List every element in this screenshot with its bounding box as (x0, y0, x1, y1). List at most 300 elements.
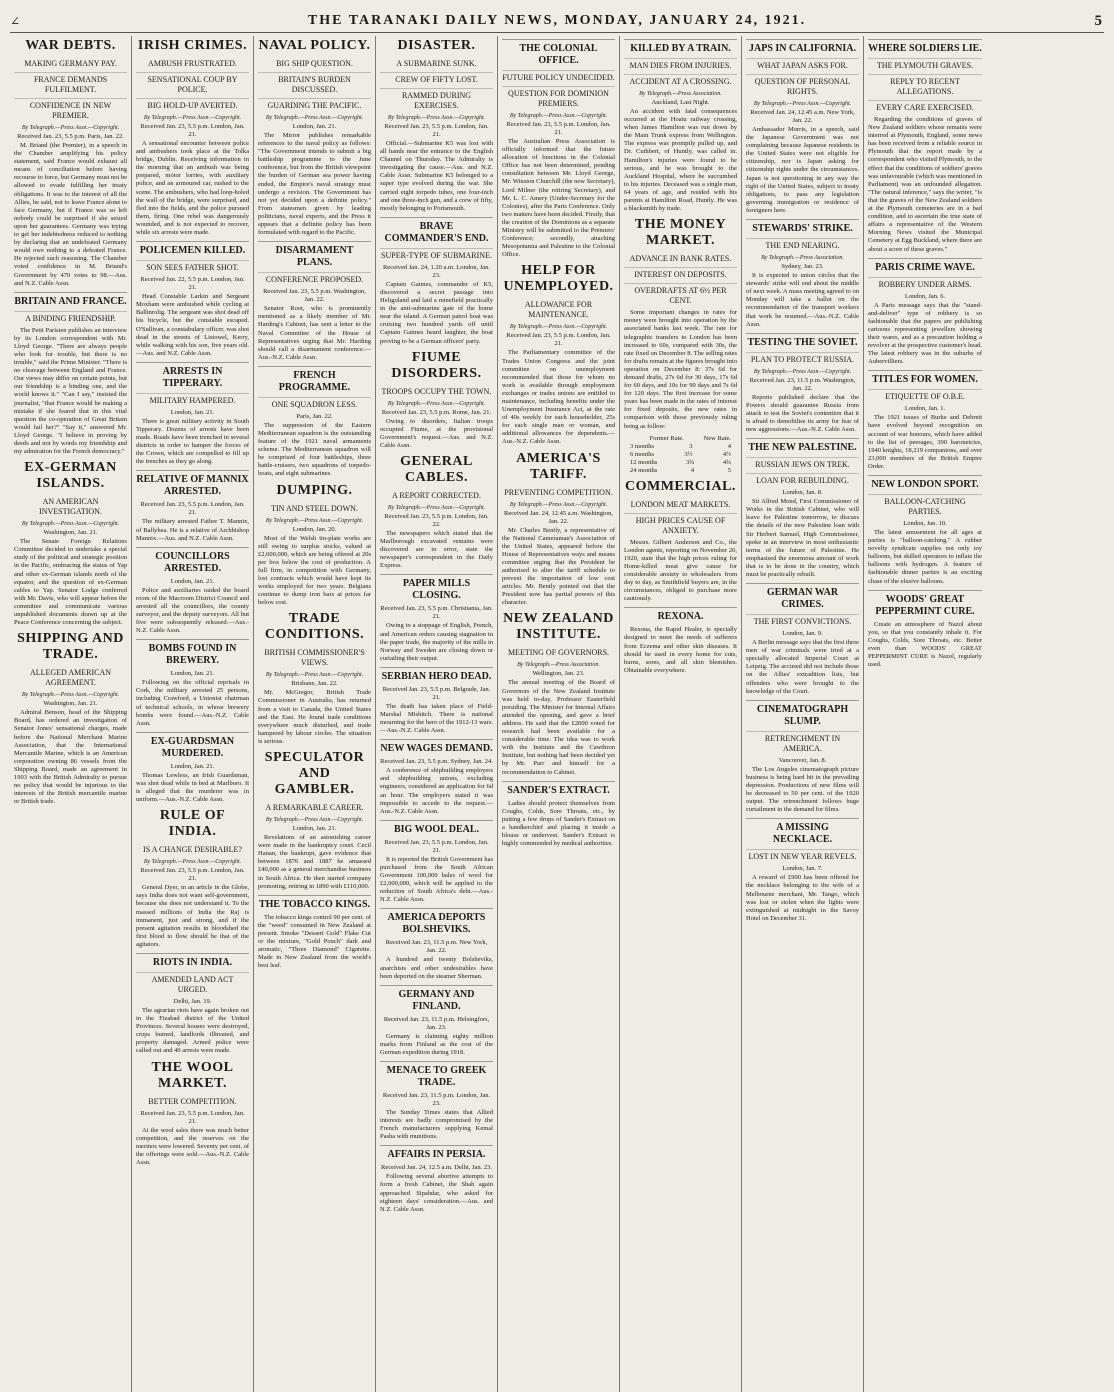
article-body: A conference of shipbuilding employers and shipbuilding unions, excluding engineers, considered an application for 6d an hour. The employers stated it was impossible to accede to the request.—Aus.-N.Z. Cable Assn. (380, 767, 493, 815)
rates-table-cell: 4½ (722, 450, 731, 458)
columns (10, 36, 1104, 1392)
article (136, 1060, 249, 1167)
article (868, 39, 982, 254)
article-headline: STEWARDS' STRIKE. (746, 219, 859, 235)
dateline: Received Jan. 23, 5.5 p.m. London, Jan. 21. (140, 867, 245, 883)
article-headline: THE MONEY MARKET. (634, 217, 727, 249)
rates-table-cell: 3 (689, 442, 693, 450)
article-body: It is reported the British Government has purchased from the South African Government 100,000 bales of wool for £2,000,000, which will be applied to the reduction of South Africa's debt.—Aus.-N.Z. Cable Assn. (380, 855, 493, 904)
dateline: London, Jan. 21. (170, 577, 215, 585)
article (746, 438, 859, 579)
article-headline: THE COLONIAL OFFICE. (502, 39, 615, 67)
dateline: London, Jan. 6. (904, 292, 946, 300)
article-body: Ambassador Morris, in a speech, said the Japanese Government was not complaining because Japanese residents in the United States were not eligible for citizenship, nor is Japan asking for citizenship rights under the circumstances. Japan is not questioning in any way the right of the United States, subject to treaty obligations, to pass any legislation governing immigration or residence of foreigners here. (746, 126, 859, 214)
article-body: Mr. McGregor, British Trade Commissioner in Australia, has returned from a visit to Canada, the United States and the East. He found trade conditions everywhere much disturbed, and trade hampered by labour circles. The situation is serious. (258, 689, 371, 745)
column-5 (498, 36, 620, 1392)
article-body: Mr. Charles Bently, a representative of the National Cameraman's Association of the United States, appeared before the House of Representatives ways and means committee urging that the President be authorised to alter the tariff schedule to prevent the importation of low cost articles. Mr. Bently pointed out that the President now has partial powers of this character. (502, 526, 615, 607)
article-headline: FIUME DISORDERS. (391, 349, 482, 381)
press-credit: By Telegraph.—Press Association. (639, 91, 722, 97)
article (380, 350, 493, 450)
article (746, 39, 859, 215)
press-credit: By Telegraph.—Press Assn.—Copyright. (509, 113, 608, 119)
article (136, 241, 249, 358)
article (380, 1061, 493, 1141)
article-headline: GERMANY AND FINLAND. (380, 985, 493, 1013)
article-subheading: AMENDED LAND ACT URGED. (136, 972, 249, 995)
article-body: There is great military activity in South Tipperary. Dozens of arrests have been made. Roads have been trenched in several districts in order to hamper the forces of the Crown, which are compelled to fill up the trenches as they go along. (136, 417, 249, 466)
dateline: London, Jan. 7. (782, 865, 823, 873)
dateline: Vancouver, Jan. 8. (778, 756, 827, 764)
article (380, 908, 493, 980)
article (746, 818, 859, 923)
article-subheading: REPLY TO RECENT ALLEGATIONS. (868, 74, 982, 97)
article-subheading: BALLOON-CATCHING PARTIES. (868, 494, 982, 517)
dateline: Wellington, Jan. 23. (532, 670, 585, 678)
dateline: Washington, Jan. 21. (43, 529, 98, 537)
article (380, 820, 493, 905)
dateline: Washington, Jan. 21. (43, 700, 98, 708)
article-headline: SANDER'S EXTRACT. (502, 781, 615, 797)
article-body: It is expected to union circles that the stewards' strike will end about the middle of next week. A mass meeting agreed to on Monday will take a ballot on the recommendation of the transport workers that work be resumed.—Aus.-N.Z. Cable Assn. (746, 272, 859, 328)
rates-table-heading: Former Rate. (649, 434, 684, 442)
dateline: Received Jan. 23, 11.5 p.m. Helsingfors, Jan. 23. (383, 1015, 490, 1031)
article-subheading: AMBUSH FRUSTRATED. (148, 59, 237, 68)
article-subheading: LOAN FOR REBUILDING. (746, 473, 859, 486)
article-headline: WAR DEBTS. (25, 38, 116, 53)
article-headline: RULE OF INDIA. (159, 808, 226, 840)
article-body: The 1921 issues of Burke and Debrett have evolved beyond recognition on account of war honours, which have added to the list of peerages, 390 baronetcies, 1940 knights, 18,219 companions, and over 23,000 members of the British Empire Order. (868, 414, 982, 470)
article-headline: RELATIVE OF MANNIX ARRESTED. (136, 470, 249, 498)
article-subheading: ALLOWANCE FOR MAINTENANCE. (524, 300, 593, 320)
article-body: The military arrested Father T. Mannix, of Ballyhea. He is a relative of Archbishop Mannix.—Aus. and N.Z. Cable Assn. (136, 518, 249, 542)
article-body: Owing to a stoppage of English, French, and American orders causing stagnation in the paper trade, the majority of the mills in Norway and Sweden are closing down or curtailing their output. (380, 622, 493, 662)
article-subheading: MAKING GERMANY PAY. (24, 59, 117, 68)
article-subheading: CONFIDENCE IN NEW PREMIER. (14, 98, 127, 121)
article (380, 454, 493, 570)
article-subheading: RUSSIAN JEWS ON TREK. (746, 457, 859, 470)
rates-table (630, 435, 731, 475)
article-body: The tobacco kings control 90 per cent. of the "weed" consumed in New Zealand at present. Smoke "Dessert Gold" Flake Cut or the mixture, "Gold Pouch" dark and aromatic, "Three Diamond" Cigarette. Made in New Zealand from the world's best leaf. (258, 913, 371, 970)
article (624, 435, 737, 475)
article-headline: DUMPING. (276, 482, 353, 498)
dateline: Received Jan. 23, 11.5 p.m. Washington, Jan. 22. (749, 376, 856, 392)
press-credit: By Telegraph.—Press Assn.—Copyright. (265, 115, 364, 121)
article-body: Rexona, the Rapid Healer, is specially designed to meet the needs of sufferers from Eczema and other skin diseases. It should be used in every home for cuts, burns, sores, and all skin blemishes. Obtainable everywhere. (624, 626, 737, 674)
dateline: Paris, Jan. 22. (296, 412, 333, 420)
dateline: Received Jan. 23, 11.5 p.m. London, Jan. 23. (382, 1091, 491, 1107)
dateline: Auckland, Last Night. (651, 99, 710, 106)
rates-table-cell: 3¾ (686, 458, 695, 466)
column-7 (742, 36, 864, 1392)
article (14, 38, 127, 288)
dateline: Received Jan. 23, 5.5 p.m. London, Jan. 21. (506, 332, 611, 348)
press-credit: By Telegraph.—Press Assn.—Copyright. (387, 504, 486, 511)
article-body: The Petit Parisien publishes an interview by its London correspondent with Mr. Lloyd George. "There are always people who look for trouble, but there is no trouble," said the Prime Minister. "There is no cleavage between England and France. Our views may differ on certain points, but our friendship is a binding one, and the world knows it." "Can I say," insisted the journalist, "that France would be making a mistake if she feared that in this vital question the co-operation of Great Britain would fail her?" "Say it," answered Mr. Lloyd George. "I believe in proving by deeds and not by words my friendship and my admiration for the French democracy." (14, 326, 127, 456)
article-subheading: A SUBMARINE SUNK. (396, 59, 477, 68)
press-credit: By Telegraph.—Press Association. (517, 662, 600, 669)
article-subheading: QUESTION OF PERSONAL RIGHTS. (746, 74, 859, 97)
article-headline: A MISSING NECKLACE. (746, 818, 859, 846)
article-body: A reward of £900 has been offered for the necklace belonging to the wife of a Melbourne merchant, Mr. Tango, which was lost or stolen when the lights were extinguished at midnight in the Savoy Hotel on December 31. (746, 874, 859, 922)
article (868, 370, 982, 471)
article-headline: NEW LONDON SPORT. (868, 475, 982, 491)
press-credit: By Telegraph.—Press Association. (761, 255, 844, 262)
article-body: Official.—Submarine K5 was lost with all hands near the entrance to the English Channel on Thursday. The Admiralty is investigating the cause.—Aus. and N.Z. Cable Assn. Submarine K5 belonged to a super type evolved during the war. She carried eight torpedo tubes, one four-inch and one three-inch gun, and a crew of fifty, mostly belonging to Portsmouth. (380, 140, 493, 212)
article (380, 985, 493, 1057)
article-body: The latest amusement for all ages at parties is "balloon-catching." A rubber novelty syndicate supplies not only toy balloons, but skilled operators to inflate the balloons with hydrogen. A feature of fashionable dinner parties is an exciting chase of the elusive balloons. (868, 529, 982, 585)
article-headline: THE TOBACCO KINGS. (258, 895, 371, 911)
article-body: Following on the official reprisals in Cork, the military arrested 25 persons, including Crawford, a Unionist chairman of technical schools, in whose brewery bombs were found.—Aus.-N.Z. Cable Assn. (136, 679, 249, 727)
article-headline: SHIPPING AND TRADE. (17, 631, 124, 663)
dateline: Received Jan. 23, 5.5 p.m. London, Jan. 21. (140, 1109, 245, 1125)
article-body: Reports published declare that the Powers should guarantee Russia from attack to test the Soviet's contention that it is afraid to demobilise its army for fear of new aggressions.—Aus.-N.Z. Cable Assn. (746, 393, 859, 434)
press-credit: By Telegraph.—Press Assn.—Copyright. (509, 501, 608, 508)
article (136, 38, 249, 237)
article-body: M. Briand (the Premier), in a speech in the Chamber amplifying his policy statement, said France would exhaust all means of conciliation before having recourse to force, but Germany must not be allowed to evade fulfilling her treaty obligations. It was to the interest of all the Allies, he said, not to leave France alone to face Germany, but if France was so left nobody could be surprised if she seized upon her guarantees. Germany was trying to get her indebtedness reduced to nothing by declaring that an undefeated Germany would owe nothing to a defeated France. He rejected such reasoning. The Chamber voted confidence in M. Briand's Government by 470 votes to 98.—Aus. and N.Z. Cable Assn. (14, 142, 127, 287)
dateline: Received Jan. 23, 5.5 p.m. London, Jan. 21. (506, 121, 611, 136)
article (136, 362, 249, 467)
dateline: London, Jan. 21. (170, 408, 215, 416)
article-subheading: THE FIRST CONVICTIONS. (746, 614, 859, 627)
rates-table-cell: 4 (690, 466, 695, 474)
rates-table-cell: 3 months (630, 442, 655, 450)
article-headline: CINEMATOGRAPH SLUMP. (746, 700, 859, 728)
dateline: Received Jan. 23, 5.5 p.m. Christiania, Jan. 21. (380, 605, 493, 621)
article (868, 475, 982, 586)
article-subheading: SUPER-TYPE OF SUBMARINE. (380, 248, 493, 261)
article-headline: EX-GERMAN ISLANDS. (24, 460, 117, 492)
dateline: Received Jan. 24, 12.45 a.m. New York, Jan. 22. (750, 109, 855, 124)
article-headline: TRADE CONDITIONS. (264, 611, 365, 643)
article-body: Police and auxiliaries raided the board room of the Macroom District Council and arrested all the councillors, the county surveyor, and the deputy surveyors. All but five were subsequently released.—Aus.-N.Z. Cable Assn. (136, 586, 249, 635)
press-credit: By Telegraph.—Press Assn.—Copyright. (753, 101, 852, 107)
article (136, 547, 249, 636)
article-headline: IRISH CRIMES. (137, 38, 248, 53)
article-headline: NEW WAGES DEMAND. (380, 739, 493, 755)
dateline: Received Jan. 23, 5.5 p.m. London, Jan. 22. (384, 512, 489, 528)
article-subheading: BRITAIN'S BURDEN DISCUSSED. (258, 72, 371, 95)
article-headline: AMERICA'S TARIFF. (516, 450, 601, 482)
article-subheading: ADVANCE IN BANK RATES. (629, 254, 732, 264)
rates-table-cell: 12 months (630, 458, 658, 466)
article (624, 39, 737, 213)
rates-table-heading: New Rate. (703, 434, 731, 442)
article-subheading: CREW OF FIFTY LOST. (380, 72, 493, 85)
article (136, 639, 249, 728)
dateline: London, Jan. 8. (782, 489, 823, 497)
article (258, 895, 371, 971)
article-headline: REXONA. (624, 607, 737, 623)
article-body: A Paris message says that the "stand-and-deliver" type of robbery is so fashionable that the papers are publishing cartoons representing jewellers showing their wares, and as a precaution holding a revolver at the prospective customer's head. The latest robbery was in the suburbs of Aubervilliers. (868, 301, 982, 366)
article-subheading: A REPORT CORRECTED. (392, 490, 481, 500)
article (136, 808, 249, 949)
article-body: Head Constable Larkin and Sergeant Moxham were ambushed while cycling at Ballinrolig. The sergeant was shot dead off his bicycle, but the constable escaped. O'Sullivan, a constabulary officer, was shot dead in the streets of Listowel, Kerry, while walking with his son, five years old.—Aus. and N.Z. Cable Assn. (136, 293, 249, 357)
article-headline: WHERE SOLDIERS LIE. (868, 39, 982, 55)
article-body: The death has taken place of Field-Marshal Mishitch. There is national mourning for the hero of the 1912-13 wars.—Aus.-N.Z. Cable Assn. (380, 702, 493, 735)
article-subheading: FUTURE POLICY UNDECIDED. (502, 70, 615, 83)
press-credit: By Telegraph.—Press Assn.—Copyright. (753, 368, 852, 375)
article-body: Most of the Welsh tin-plate works are still owing to surplus stocks, valued at £2,000,000, which are being offered at 20s per box below the cost of production. A full firm, in competition with Germany, lost contracts which would have kept its works employed for two years. Belgians continue to dump iron bars at prices far below cost. (258, 534, 371, 607)
article-headline: PARIS CRIME WAVE. (868, 258, 982, 274)
article-subheading: LONDON MEAT MARKETS. (630, 499, 731, 509)
rates-table-cell: 24 months (630, 466, 658, 474)
article-subheading: BIG SHIP QUESTION. (276, 59, 353, 68)
dateline: Sydney, Jan. 23. (781, 263, 824, 271)
article (624, 217, 737, 430)
article (380, 217, 493, 346)
article (14, 460, 127, 627)
article-subheading: THE END NEARING. (746, 238, 859, 251)
dateline: London, Jan. 21. (170, 670, 215, 678)
masthead-title: THE TARANAKI DAILY NEWS, MONDAY, JANUARY 24, 1921. (307, 13, 807, 28)
article-body: Captain Gaimes, commander of K5, discovered a secret passage into Heligoland and laid a minefield practically in the anti-submarine gate of the home near the island. A German patrol boat was cruising two hundred yards off until Captain Gaimes heard laughter, the boat proving to be a German officers' party. (380, 280, 493, 345)
article (624, 607, 737, 675)
dateline: Received Jan. 23, 5.5 p.m. Belgrade, Jan. 21. (382, 685, 491, 701)
article-headline: GERMAN WAR CRIMES. (746, 583, 859, 611)
dateline: Received Jan. 23, 5.5 p.m. Rome, Jan. 21. (381, 408, 492, 416)
article-subheading: FRANCE DEMANDS FULFILMENT. (14, 72, 127, 95)
article-headline: AMERICA DEPORTS BOLSHEVIKS. (380, 908, 493, 936)
article (502, 263, 615, 446)
press-credit: By Telegraph.—Press Assn.—Copyright. (387, 115, 486, 121)
article-subheading: OVERDRAFTS AT 6½ PER CENT. (624, 283, 737, 306)
article (258, 611, 371, 746)
article-headline: RIOTS IN INDIA. (136, 953, 249, 969)
dateline: Received Jan. 24, 1.20 a.m. London, Jan. 23. (382, 263, 491, 279)
article (380, 574, 493, 662)
dateline: Delhi, Jan. 19. (173, 997, 212, 1005)
article (258, 483, 371, 608)
dateline: London, Jan. 21. (292, 825, 337, 833)
article-subheading: TIN AND STEEL DOWN. (271, 503, 358, 513)
article-subheading: BETTER COMPETITION. (148, 1096, 237, 1106)
article (746, 700, 859, 815)
press-credit: By Telegraph.—Press Assn.—Copyright. (21, 521, 120, 528)
press-credit: By Telegraph.—Press Assn.—Copyright. (143, 859, 242, 866)
dateline: Received Jan. 23, 5.5 p.m. Paris, Jan. 22. (17, 133, 124, 140)
press-credit: By Telegraph.—Press Assn.—Copyright. (509, 324, 608, 331)
article (258, 366, 371, 479)
article-body: Create an atmosphere of Nazol about you, so that you constantly inhale it. For Coughs, Colds, Sore Throats, etc. Better even than WOODS' GREAT PEPPERMINT CURE is Nazol, regularly used. (868, 620, 982, 669)
dateline: London, Jan. 9. (782, 630, 823, 638)
article (136, 732, 249, 804)
dateline: Received Jan. 23, 5.5 p.m. Sydney, Jan. 24. (380, 758, 493, 766)
article-subheading: SENSATIONAL COUP BY POLICE. (136, 72, 249, 95)
article-body: The Sunday Times states that Allied interests are badly compromised by the French manufacturers supplying Kemal Pasha with munitions. (380, 1108, 493, 1141)
article-subheading: WHAT JAPAN ASKS FOR. (746, 58, 859, 71)
press-credit: By Telegraph.—Press Assn.—Copyright. (265, 817, 364, 824)
article-headline: TESTING THE SOVIET. (746, 333, 859, 349)
article-headline: THE WOOL MARKET. (151, 1059, 234, 1091)
article (136, 953, 249, 1056)
article-body: The newspapers which stated that the Marlborough excavated remains were discovered are in error, state the newspaper's correspondent in the Daily Express. (380, 529, 493, 570)
press-credit: By Telegraph.—Press Assn.—Copyright. (143, 115, 242, 121)
dateline: Received Jan. 23, 5.5 p.m. London, Jan. 21. (384, 838, 489, 854)
article-body: The Australian Press Association is officially informed that the future allocation of functions in the Colonial Office has not been determined, pending consultation between Mr. Lloyd George, Mr. Winston Churchill (the new Secretary), Lord Milner (the retiring Secretary), and Mr. L. C. Amery (Under-Secretary for the Colonies), after the Paris Conference. Only two matters have been decided. Firstly, that the creation of the Dominions as a separate Ministry will be submitted to the Premiers' Conference; secondly, attaching Mesopotamia and Palestine to the Colonial Office. (502, 138, 615, 259)
article-headline: PAPER MILLS CLOSING. (380, 574, 493, 602)
article-subheading: ROBBERY UNDER ARMS. (868, 277, 982, 290)
masthead (10, 10, 1104, 33)
column-3 (254, 36, 376, 1392)
article-headline: NAVAL POLICY. (258, 38, 371, 53)
article-subheading: BRITISH COMMISSIONER'S VIEWS. (264, 648, 365, 668)
article-headline: DISARMAMENT PLANS. (258, 241, 371, 269)
article-body: The Mirror publishes remarkable references to the naval policy as follows: "The Government intends to submit a big battleship programme to the June conference, but from the British viewpoint the burden of German sea power having ended, the Empire's naval strategy must undergo a revision. The Government has not yet decided upon a definite policy." From statesmen given by leading politicians, naval experts, and the Press it appears that a definite policy has been formulated with regard to the Pacific. (258, 132, 371, 237)
article-headline: NEW ZEALAND INSTITUTE. (503, 611, 614, 643)
article (380, 739, 493, 816)
article-headline: COMMERCIAL. (625, 478, 736, 494)
rates-table-cell: 3½ (684, 450, 693, 458)
article-subheading: PREVENTING COMPETITION. (504, 487, 613, 497)
article-subheading: AN AMERICAN INVESTIGATION. (39, 497, 102, 517)
article-subheading: A BINDING FRIENDSHIP. (14, 311, 127, 324)
dateline: Brisbane, Jan. 22. (291, 680, 338, 688)
article (502, 451, 615, 608)
article-headline: HELP FOR UNEMPLOYED. (503, 263, 614, 295)
article-subheading: ACCIDENT AT A CROSSING. (624, 74, 737, 87)
dateline: Received Jan. 23, 5.5 p.m. London, Jan. 21. (140, 501, 245, 517)
press-credit: By Telegraph.—Press Assn.—Copyright. (265, 517, 364, 524)
article (14, 631, 127, 806)
article-subheading: LOST IN NEW YEAR REVELS. (746, 849, 859, 862)
rates-table-row (630, 443, 731, 451)
article-body: Revelations of an astonishing career were made in the bankruptcy court. Cecil Hanan, the bankrupt, gave evidence that between 1876 and 1887 he amassed £40,000 as a general merchandise business in South Africa. He then started company promoting, retiring in 1890 with £110,000. (258, 834, 371, 890)
article-body: The Senate Foreign Relations Committee decided to undertake a special study of the political and strategic position in the Pacific, embracing the status of Yap and other ex-German islands north of the equator, and the question of ex-German cables to Yap. Senator Lodge conferred with Mr. Davis, who will appear before the committee and communicate various unpublished documents drawn up at the Peace Conference concerning the subject. (14, 538, 127, 627)
article (502, 781, 615, 849)
article (380, 667, 493, 735)
article-body: Sir Alfred Mond, First Commissioner of Works in the British Cabinet, who will leave for Palestine tomorrow, to discuss the details of the new Palestine loan with Sir Herbert Samuel, High Commissioner, spoke in an interview in most enthusiastic terms of the future of Palestine. He emphasised the enormous amount of work that is to be done in the country, which must be practically rebuilt. (746, 498, 859, 578)
article-subheading: SON SEES FATHER SHOT. (136, 260, 249, 273)
article (746, 219, 859, 329)
article-subheading: ONE SQUADRON LESS. (258, 397, 371, 410)
dateline: Received Jan. 23, 5.5 p.m. London, Jan. 21. (140, 123, 245, 138)
rates-table-cell: 6 months (630, 450, 655, 458)
article-body: General Dyer, in an article in the Globe, says India does not want self-government, because she does not understand it. To the massed millions of India the Raj is immanent, just and strong, and if the present agitation results in bloodshed the first blood to flow should be that of the agitators. (136, 884, 249, 948)
article-headline: POLICEMEN KILLED. (136, 241, 249, 257)
article-headline: DISASTER. (397, 38, 476, 53)
article-body: Some important changes in rates for money were brought into operation by the associated banks last week. The rate for telegraphic transfers to London has been increased to 60s, compared with 30s, the rate fixed on December 8. The selling rates for drafts remain at the figures brought into operation on December 8: 37s 6d for demand drafts, 27s 6d for 30 days, 17s 6d for 60 days, and 10s for 90 days and 7s 6d for 120 days. The first increase for some years has been made in the rates of interest for fixed deposits, the new rates in comparison with those previously ruling being as follow: (624, 309, 737, 430)
dateline: London, Jan. 21. (292, 123, 337, 130)
article-body: Germany is claiming eighty million marks from Finland as the cost of the German expedition during 1918. (380, 1032, 493, 1056)
article (258, 750, 371, 891)
dateline: London, Jan. 20. (292, 525, 337, 533)
article (502, 611, 615, 776)
article-subheading: ALLEGED AMERICAN AGREEMENT. (29, 668, 112, 688)
article-subheading: IS A CHANGE DESIRABLE? (143, 845, 242, 855)
article (502, 39, 615, 259)
article-subheading: MAN DIES FROM INJURIES. (624, 58, 737, 71)
article-subheading: A REMARKABLE CAREER. (265, 803, 364, 813)
rates-table-cell: 5 (727, 466, 731, 474)
article-headline: BOMBS FOUND IN BREWERY. (136, 639, 249, 667)
article-headline: JAPS IN CALIFORNIA. (746, 39, 859, 55)
article-subheading: TROOPS OCCUPY THE TOWN. (381, 386, 492, 396)
page-number: 5 (1094, 12, 1104, 29)
article-subheading: RETRENCHMENT IN AMERICA. (746, 731, 859, 754)
dateline: Received Jan. 24, 12.5 a.m. Delhi, Jan. 23. (380, 1164, 493, 1172)
column-1 (10, 36, 132, 1392)
article-headline: GENERAL CABLES. (400, 453, 473, 485)
article (624, 479, 737, 604)
article-subheading: THE PLYMOUTH GRAVES. (868, 58, 982, 71)
article-body: The agrarian riots have again broken out in the Fizabad district of the United Provinces. Several houses were destroyed, crops burned, landlords illtreated, and property damaged. Armed police were called out and 40 arrests were made. (136, 1006, 249, 1055)
article-subheading: ETIQUETTE OF O.B.E. (868, 389, 982, 402)
rates-table-row (630, 467, 731, 475)
article (868, 258, 982, 367)
article (868, 590, 982, 670)
column-4 (376, 36, 498, 1392)
article-body: An accident with fatal consequences occurred at the Hoatu railway crossing, when James Hamilton was run down by the Main Trunk express from Wellington. The express was promptly pulled up, and Dr. Cuthbert, of Huntly, was called in. Hamilton's injuries were found to be serious, and he was brought to the Auckland Hospital, where he succumbed to his injuries. Deceased was a single man, 64 years of age, and resided with his parents at Hamilton Road, Huntly. He was a blacksmith by trade. (624, 108, 737, 213)
article (746, 333, 859, 434)
article-headline: TITLES FOR WOMEN. (868, 370, 982, 386)
article-body: Senator Root, who is prominently mentioned as a likely member of Mr. Harding's Cabinet, has sent a letter to the Naval Committee of the House of Representatives urging that Mr. Harding should call a disarmament conference.—Aus.-N.Z. Cable Assn. (258, 305, 371, 361)
article-headline: BRAVE COMMANDER'S END. (380, 217, 493, 245)
article-headline: SERBIAN HERO DEAD. (380, 667, 493, 683)
press-credit: By Telegraph.—Press Assn.—Copyright. (21, 692, 120, 699)
dateline: London, Jan. 21. (170, 762, 215, 770)
article-subheading: BIG HOLD-UP AVERTED. (136, 98, 249, 111)
column-8 (864, 36, 986, 1392)
article (258, 241, 371, 362)
article-body: Messrs. Gilbert Anderson and Co., the London agents, reporting on November 20, 1920, state that the high prices ruling for Home-killed meat give cause for considerable anxiety to wholesalers from day to day, as Smithfield buyers are, in the circumstances, obliged to purchase more cautiously. (624, 538, 737, 603)
article-subheading: GUARDING THE PACIFIC. (258, 98, 371, 111)
article-subheading: INTEREST ON DEPOSITS. (624, 267, 737, 280)
article-body: Following several abortive attempts to form a fresh Cabinet, the Shah again approached Sipahdar, who asked for eighteen days' consideration.—Aus. and N.Z. Cable Assn. (380, 1173, 493, 1213)
article-headline: KILLED BY A TRAIN. (624, 39, 737, 55)
dateline: Received Jan. 23, 5.5 p.m. Washington, Jan. 22. (263, 288, 366, 304)
article (136, 470, 249, 542)
article-subheading: CONFERENCE PROPOSED. (258, 272, 371, 285)
article-body: Regarding the conditions of graves of New Zealand soldiers whose remains were interred at Plymouth, England, some news has been received from a reliable source in Plymouth that the report made by a correspondent who visited Plymouth, to the effect that the conditions of soldiers' graves was unfavourable (which was mentioned in Parliament) was an unfounded allegation. "The natural inference," says the writer, "is that the graves of the New Zealand soldiers at the Plymouth cemeteries are in a bad condition, and to ascertain the true state of affairs a representative of the Western Morning News visited the Municipal Cemetery at Egg Buckland, where there are about a score of these graves." (868, 116, 982, 253)
article-subheading: MILITARY HAMPERED. (136, 393, 249, 406)
rates-table-header (630, 435, 731, 443)
rates-table-cell: 4¾ (722, 458, 731, 466)
article-subheading: QUESTION FOR DOMINION PREMIERS. (502, 86, 615, 109)
article (380, 38, 493, 213)
dateline: Received Jan. 24, 12.45 a.m. Washington, Jan. 22. (504, 509, 613, 525)
dateline: Received Jan. 23, 5.5 p.m. London, Jan. 21. (384, 123, 489, 138)
article-body: Admiral Benson, head of the Shipping Board, has ordered an investigation of Senator Jones' sensational charges, made before the National Merchant Marine Association, that the International Mercantile Marine, which is an American corporation owning 86 vessels from the Shipping Board, made an agreement in 1903 with the British Admiralty to pursue no policy that would be injurious to the interests of the British mercantile marine or British trade. (14, 709, 127, 806)
press-credit: By Telegraph.—Press Assn.—Copyright. (21, 125, 120, 131)
article-body: At the wool sales there was much better competition, and the reserves on the merinos were lowered. Seventy per cent. of the offerings were sold.—Aus.-N.Z. Cable Assn. (136, 1126, 249, 1166)
article (746, 583, 859, 696)
article-body: Thomas Lewless, an Irish Guardsman, was shot dead while in bed at Marlboro. It is alleged that the murderer was in uniform.—Aus.-N.Z. Cable Assn. (136, 771, 249, 804)
article-headline: WOODS' GREAT PEPPERMINT CURE. (868, 590, 982, 618)
article-headline: MENACE TO GREEK TRADE. (380, 1061, 493, 1089)
rates-table-cell: 4 (727, 442, 731, 450)
dateline: London, Jan. 10. (903, 520, 947, 527)
dateline: Received Jan. 22, 5.5 p.m. London, Jan. 21. (140, 276, 245, 292)
article-body: A Berlin message says that the first three men of war criminals were tried at a specially allocated Imperial Court at Leipzig. The accused did not include those on the Allies' extradition lists, but offenders who were brought to the knowledge of the Court. (746, 639, 859, 695)
article-body: A hundred and twenty Bolsheviks, anarchists and other undesirables have been deported on the steamer Sherman. (380, 956, 493, 980)
article-headline: BRITAIN AND FRANCE. (14, 292, 127, 308)
article-body: A sensational encounter between police and ambushers took place at the Tolka bridge, Dublin. Receiving information in the morning that an ambush was being prepared, motor lorries, with auxiliary police, and an armoured car, rushed to the scene. The ambushers, who had loop-holed the wall of the bridge, were surprised, and fled into the fields, and the police pursued them, firing. One rebel was dangerously wounded, and is not expected to recover, while six arrests were made. (136, 140, 249, 237)
rates-table-row (630, 451, 731, 459)
dateline: London, Jan. 1. (904, 405, 946, 413)
column-6 (620, 36, 742, 1392)
article-body: Owing to disorders, Italian troops occupied Fiume, at the provisional Government's request.—Aus. and N.Z. Cable Assn. (380, 417, 493, 449)
article (14, 292, 127, 457)
article-subheading: MEETING OF GOVERNORS. (507, 648, 610, 658)
article-headline: AFFAIRS IN PERSIA. (380, 1145, 493, 1161)
article (380, 1145, 493, 1213)
article (258, 38, 371, 237)
article-headline: COUNCILLORS ARRESTED. (136, 547, 249, 575)
masthead-ornament: ∠ (10, 13, 23, 28)
column-2 (132, 36, 254, 1392)
article-body: Ladies should protect themselves from Coughs, Colds, Sore Throats, etc., by putting a few drops of Sander's Extract on a handkerchief and placing it inside a blouse or undervest. Sander's Extract is highly commended by medical authorities. (502, 799, 615, 848)
article-headline: THE NEW PALESTINE. (746, 438, 859, 454)
